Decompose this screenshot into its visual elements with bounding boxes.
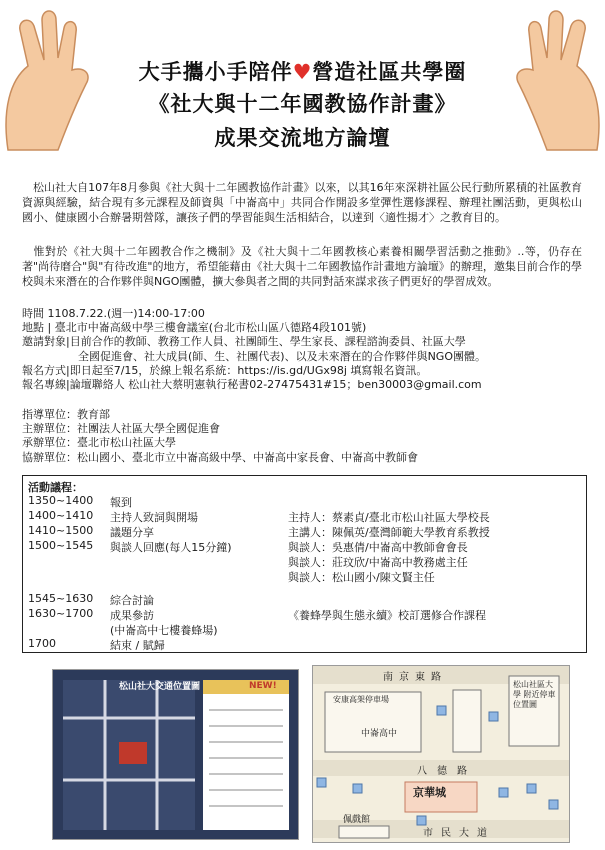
agenda-item: 報到 [110, 496, 132, 509]
agenda-time: 1630~1700 [28, 607, 94, 620]
new-badge: NEW! [249, 681, 277, 691]
agenda-time: 1700 [28, 637, 56, 650]
shop-label: 京華城 [413, 786, 446, 799]
intro-paragraph-2: 惟對於《社大與十二年國教合作之機制》及《社大與十二年國教核心素養相關學習活動之推動》..等，仍存在著"尚待磨合"與"有待改進"的地方，希望能藉由《社大與十二年國教協作計畫地方論壇》的辦理，邀集目前合作的學校與未來潛在的合作夥伴與NGO團體，擴大參與者之間的共同對話來謀求孩子們更好的學習成效。 [22, 245, 582, 288]
invite-line-2: 全國促進會、社大成員(師、生、社團代表)、以及未來潛在的合作夥伴與NGO團體。 [78, 349, 486, 363]
title-line-3: 成果交流地方論壇 [214, 126, 391, 150]
agenda-time: 1350~1400 [28, 494, 94, 507]
road-nanjing: 南京東路 [383, 672, 447, 683]
agenda-item: 與談人回應(每人15分鐘) [110, 541, 232, 554]
agenda-item: (中崙高中七樓養蜂場) [110, 624, 218, 637]
organizer-unit: 承辦單位：臺北市松山社區大學 [22, 436, 176, 450]
transport-map [52, 669, 299, 840]
agenda-item: 綜合討論 [110, 594, 154, 607]
heart-icon: ♥ [292, 60, 313, 84]
agenda-item: 結束 / 賦歸 [110, 639, 165, 652]
agenda-person: 與談人：吳惠倩/中崙高中教師會會長 [288, 541, 468, 554]
agenda-time: 1400~1410 [28, 509, 94, 522]
organizing-units [22, 408, 592, 465]
agenda-time: 1545~1630 [28, 592, 94, 605]
agenda-item: 成果參訪 [110, 609, 154, 622]
road-civic: 市民大道 [423, 828, 495, 839]
event-time: 時間 1108.7.22.(週一)14:00-17:00 [22, 307, 205, 320]
parking-top-label: 安康高架停車場 [333, 695, 389, 704]
event-details [22, 307, 592, 392]
theater-label: 佩戲館 [343, 815, 371, 825]
agenda-person: 《養蜂學與生態永續》校訂選修合作課程 [288, 609, 486, 622]
school-label: 中崙高中 [361, 729, 398, 739]
transport-map-title: 松山社大交通位置圖 [119, 682, 201, 692]
intro-paragraph-1: 松山社大自107年8月參與《社大與十二年國教協作計畫》以來，以其16年來深耕社區公民行動所累積的社區教育資源與經驗，結合現有多元課程及師資與「中崙高中」共同合作開設多堂彈性選修課程、辦理社團活動，更與松山國小、健康國小合辦暑期營隊，讓孩子們的學習能與生活相結合，以達到〈適性揚才〉之教育目的。 [22, 181, 582, 224]
agenda-person: 與談人：松山國小/陳文賢主任 [288, 571, 435, 584]
agenda-person: 與談人：莊玟欣/中崙高中教務處主任 [288, 556, 468, 569]
agenda-person: 主持人：蔡素貞/臺北市松山社區大學校長 [288, 511, 490, 524]
agenda-item: 議題分享 [110, 526, 154, 539]
agenda-heading: 活動議程： [28, 481, 83, 494]
co-organizer-unit: 協辦單位：松山國小、臺北市立中崙高級中學、中崙高中家長會、中崙高中教師會 [22, 450, 418, 464]
title-line-2: 《社大與十二年國教協作計畫》 [148, 92, 457, 116]
invite-line-1: 邀請對象|目前合作的教師、教務工作人員、社團師生、學生家長、課程諮詢委員、社區大學 [22, 335, 466, 349]
agenda-time: 1500~1545 [28, 539, 94, 552]
parking-map [312, 665, 570, 843]
transport-map-graphic [53, 670, 298, 839]
registration-contact[interactable]: 報名專線|論壇聯絡人 松山社大蔡明憲執行秘書02-27475431#15；ben30003@gmail.com [22, 378, 482, 392]
registration-method[interactable]: 報名方式|即日起至7/15，於線上報名系統：https://is.gd/UGx98j 填寫報名資訊。 [22, 363, 428, 377]
event-place: 地點 | 臺北市中崙高級中學三樓會議室(台北市松山區八德路4段101號) [22, 321, 367, 335]
host-unit: 主辦單位：社團法人社區大學全國促進會 [22, 422, 220, 436]
agenda-item: 主持人致詞與開場 [110, 511, 198, 524]
agenda-time: 1410~1500 [28, 524, 94, 537]
guiding-unit: 指導單位：教育部 [22, 408, 110, 421]
road-bade: 八德路 [417, 766, 477, 777]
title-line-1: 大手攜小手陪伴♥營造社區共學圈 [138, 60, 467, 84]
agenda-person: 主講人：陳佩英/臺灣師範大學教育系教授 [288, 526, 490, 539]
campus-label: 松山社區大學 附近停車位置圖 [513, 680, 556, 709]
